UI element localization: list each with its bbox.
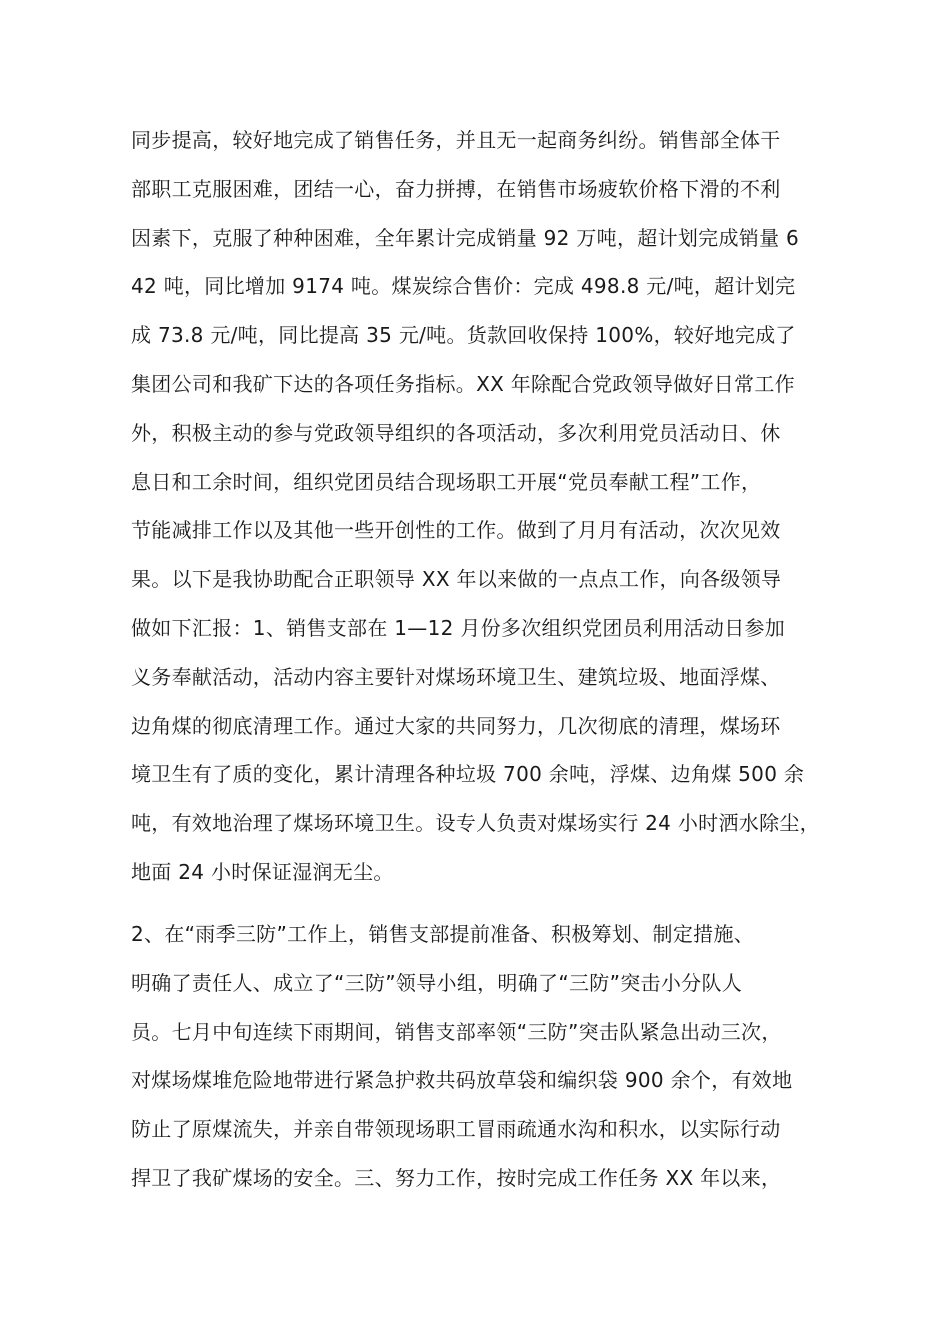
- text-line: 息日和工余时间，组织党团员结合现场职工开展“党员奉献工程”工作，: [131, 469, 762, 494]
- text-line: 对煤场煤堆危险地带进行紧急护救共码放草袋和编织袋 900 余个，有效地: [131, 1068, 793, 1093]
- text-line: 成 73.8 元/吨，同比提高 35 元/吨。货款回收保持 100%，较好地完成了: [131, 323, 796, 348]
- text-line: 地面 24 小时保证湿润无尘。: [131, 859, 394, 884]
- text-line: 义务奉献活动，活动内容主要针对煤场环境卫生、建筑垃圾、地面浮煤、: [131, 664, 781, 689]
- text-line: 做如下汇报：1、销售支部在 1—12 月份多次组织党团员利用活动日参加: [131, 615, 786, 640]
- text-line: 42 吨，同比增加 9174 吨。煤炭综合售价：完成 498.8 元/吨，超计划完: [131, 274, 796, 299]
- text-line: 因素下，克服了种种困难，全年累计完成销量 92 万吨，超计划完成销量 6: [131, 225, 800, 250]
- text-line: 防止了原煤流失，并亲自带领现场职工冒雨疏通水沟和积水，以实际行动: [131, 1117, 781, 1142]
- text-line: 部职工克服困难，团结一心，奋力拼搏，在销售市场疲软价格下滑的不利: [131, 176, 781, 201]
- text-line: 果。以下是我协助配合正职领导 XX 年以来做的一点点工作，向各级领导: [131, 567, 782, 592]
- text-line: 边角煤的彻底清理工作。通过大家的共同努力，几次彻底的清理，煤场环: [131, 713, 781, 738]
- text-line: 2、在“雨季三防”工作上，销售支部提前准备、积极筹划、制定措施、: [131, 922, 755, 946]
- text-line: 员。七月中旬连续下雨期间，销售支部率领“三防”突击队紧急出动三次，: [131, 1019, 782, 1044]
- text-line: 吨，有效地治理了煤场环境卫生。设专人负责对煤场实行 24 小时洒水除尘，: [131, 811, 820, 836]
- text-line: 集团公司和我矿下达的各项任务指标。XX 年除配合党政领导做好日常工作: [131, 371, 795, 396]
- paragraph-2: [131, 910, 831, 1203]
- text-line: 外，积极主动的参与党政领导组织的各项活动，多次利用党员活动日、休: [131, 420, 781, 445]
- paragraph-1: [131, 116, 831, 897]
- text-line: 明确了责任人、成立了“三防”领导小组，明确了“三防”突击小分队人: [131, 970, 743, 995]
- text-line: 同步提高，较好地完成了销售任务，并且无一起商务纠纷。销售部全体干: [131, 128, 781, 152]
- text-line: 节能减排工作以及其他一些开创性的工作。做到了月月有活动，次次见效: [131, 518, 781, 543]
- text-line: 捍卫了我矿煤场的安全。三、努力工作，按时完成工作任务 XX 年以来，: [131, 1165, 782, 1190]
- text-line: 境卫生有了质的变化，累计清理各种垃圾 700 余吨，浮煤、边角煤 500 余: [131, 762, 805, 787]
